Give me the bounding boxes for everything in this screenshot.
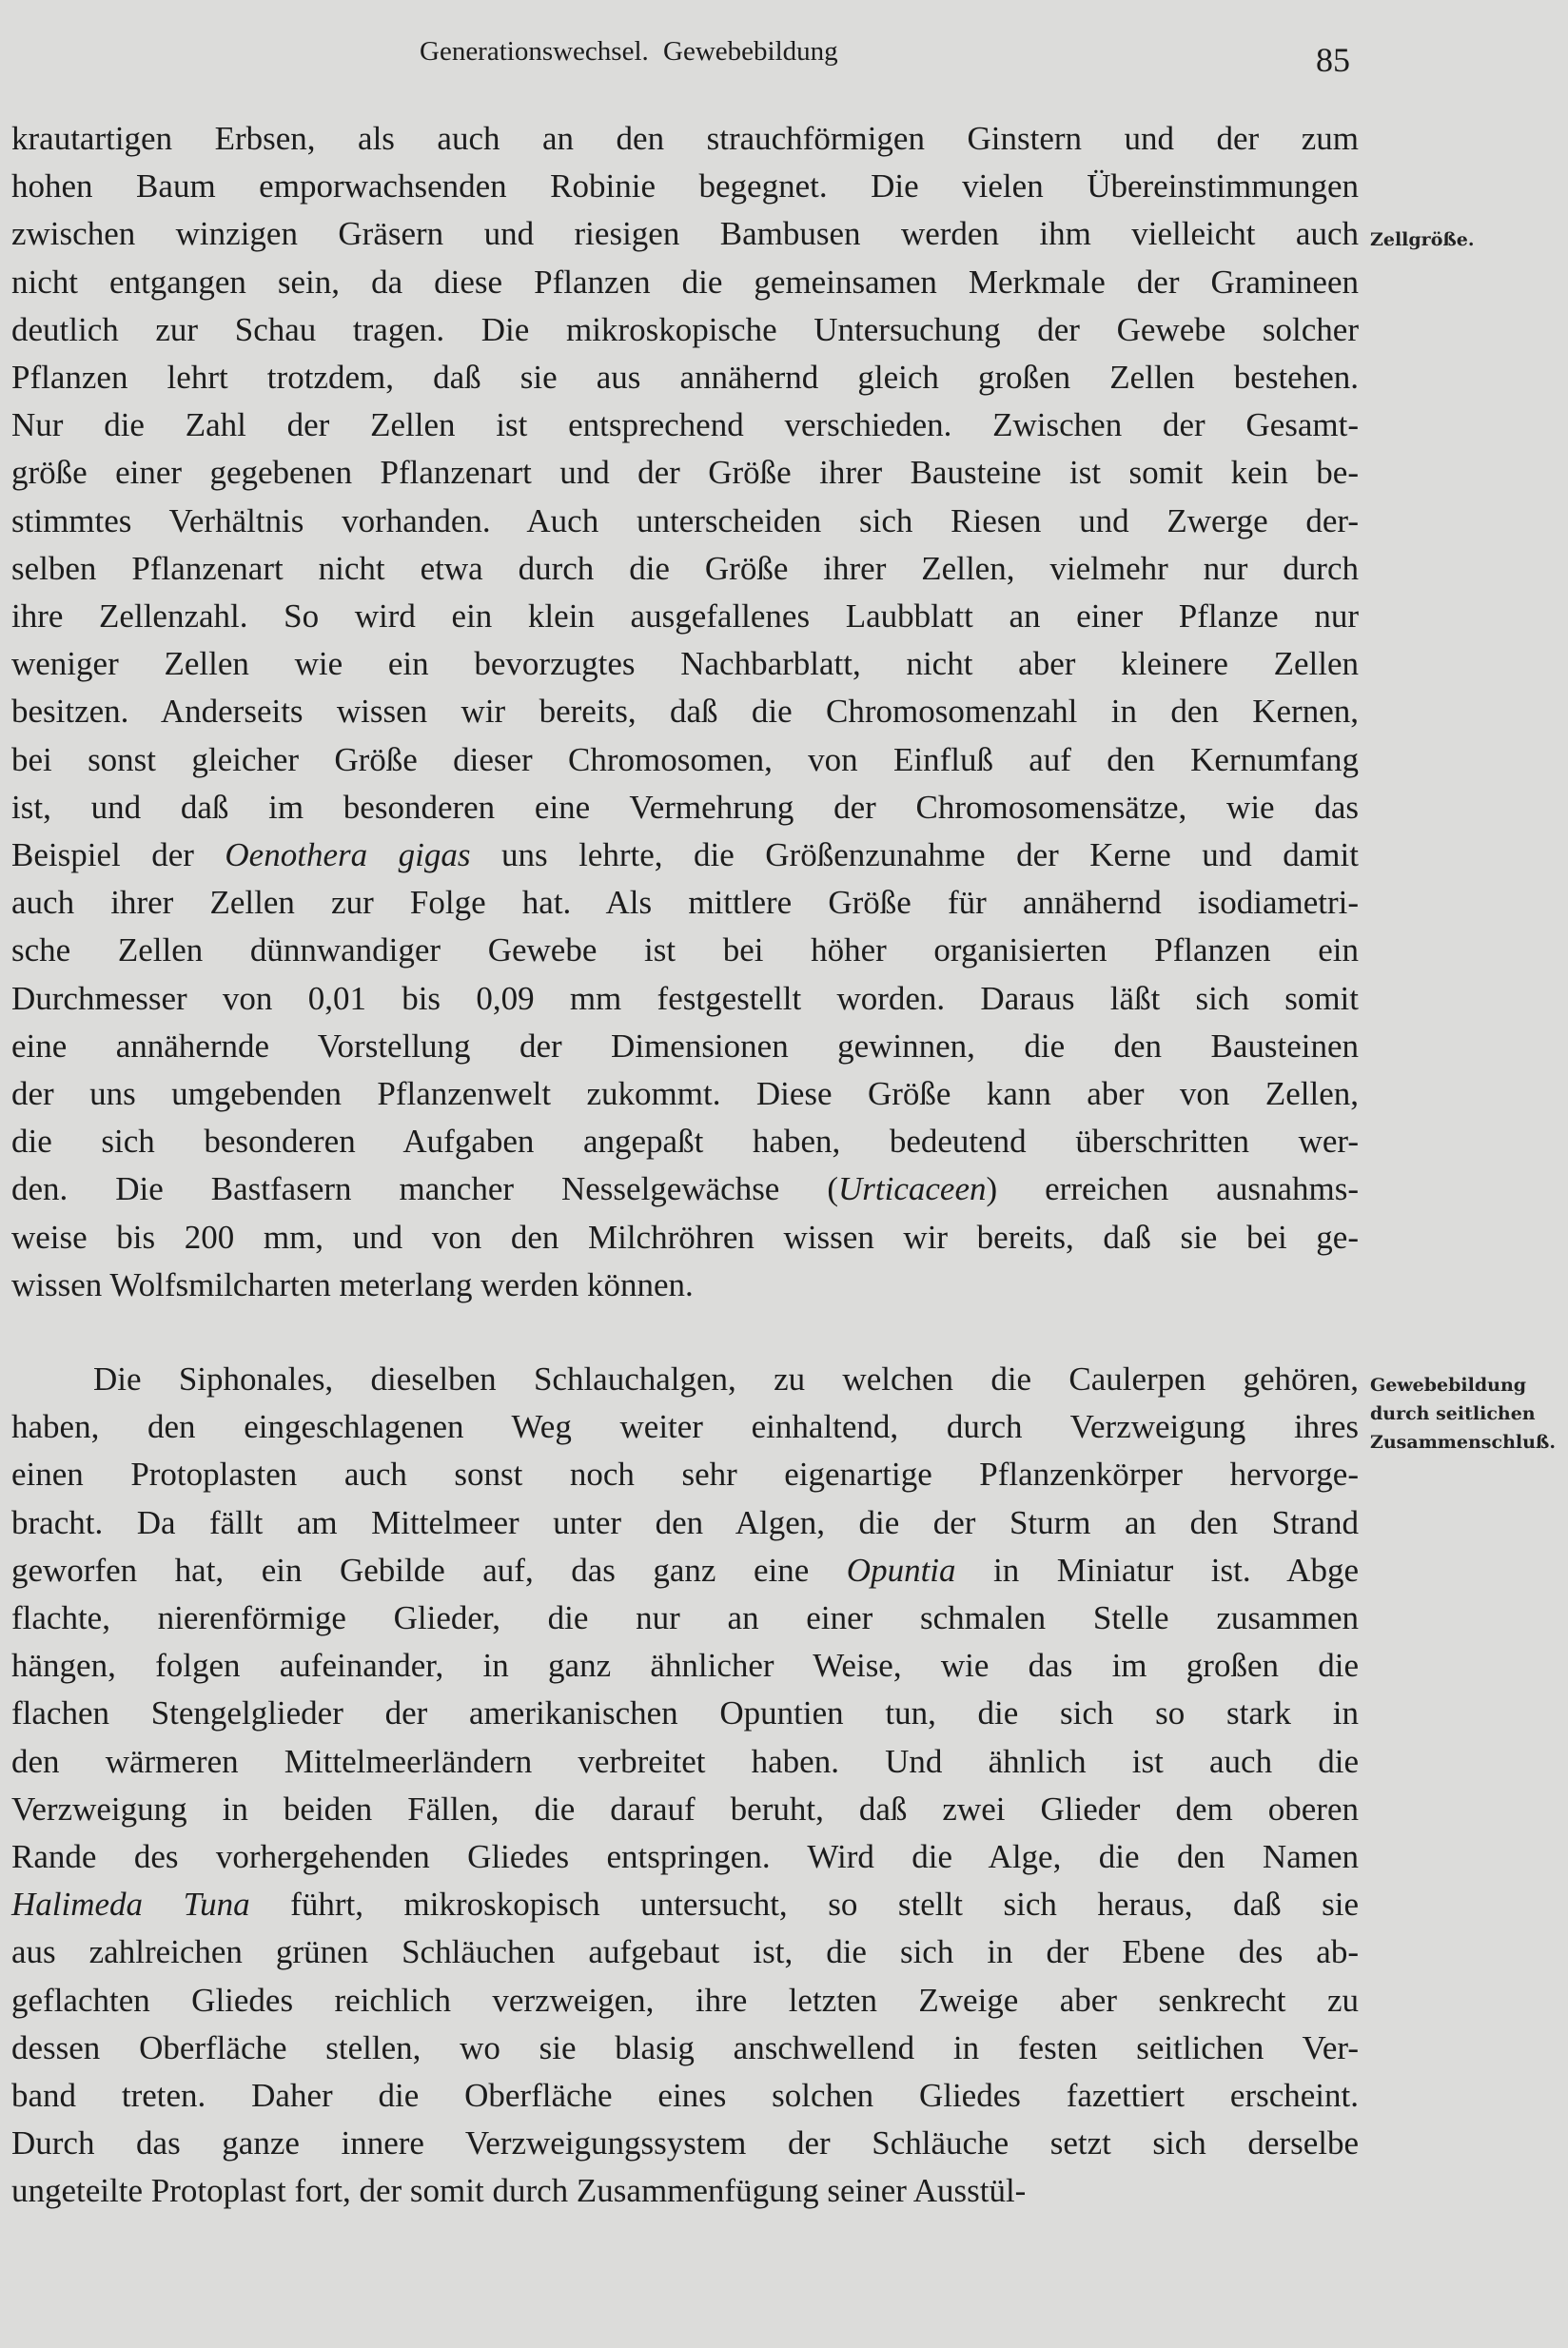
text-segment: der uns umgebenden Pflanzenwelt zukommt. Diese Größe kann aber von Zellen, (11, 1075, 1359, 1112)
text-segment: geflachten Gliedes reichlich verzweigen, ihre letzten Zweige aber senkrecht zu (11, 1981, 1359, 2019)
text-line (11, 2120, 1359, 2167)
italic-term: Halimeda Tuna (11, 1886, 250, 1924)
text-line (11, 1690, 1359, 1737)
text-line (11, 354, 1359, 401)
text-line (11, 210, 1359, 258)
text-line (11, 879, 1359, 927)
text-line (11, 784, 1359, 832)
text-line (11, 1547, 1359, 1595)
text-line (11, 1262, 1359, 1309)
text-segment: flachte, nierenförmige Glieder, die nur an einer schmalen Stelle zusammen (11, 1599, 1359, 1636)
text-segment: aus zahlreichen grünen Schläuchen aufgebaut ist, die sich in der Ebene des ab- (11, 1933, 1359, 1971)
text-line (11, 1833, 1359, 1881)
text-segment: ist, und daß im besonderen eine Vermehrung der Chromosomensätze, wie das (11, 788, 1359, 826)
text-segment: Pflanzen lehrt trotzdem, daß sie aus annähernd gleich großen Zellen bestehen. (11, 359, 1359, 396)
text-segment: bracht. Da fällt am Mittelmeer unter den Algen, die der Sturm an den Strand (11, 1503, 1359, 1541)
text-segment: geworfen hat, ein Gebilde auf, das ganz eine (11, 1551, 847, 1589)
text-segment: hohen Baum emporwachsenden Robinie begegnet. Die vielen Übereinstimmungen (11, 167, 1359, 205)
text-line (11, 593, 1359, 640)
text-segment: sche Zellen dünnwandiger Gewebe ist bei höher organisierten Pflanzen ein (11, 931, 1359, 969)
text-line (11, 736, 1359, 784)
text-segment: Durchmesser von 0,01 bis 0,09 mm festgestellt worden. Daraus läßt sich somit (11, 979, 1359, 1017)
text-segment: wissen Wolfsmilcharten meterlang werden können. (11, 1265, 694, 1303)
text-line (11, 1738, 1359, 1786)
text-segment: selben Pflanzenart nicht etwa durch die Größe ihrer Zellen, vielmehr nur durch (11, 549, 1359, 587)
text-line (11, 927, 1359, 974)
margin-note (1370, 225, 1475, 254)
text-segment: Beispiel der (11, 836, 225, 873)
running-title: Generationswechsel. Gewebebildung (420, 36, 838, 67)
text-segment: Durch das ganze innere Verzweigungssystem der Schläuche setzt sich derselbe (11, 2124, 1359, 2162)
text-segment: Die Siphonales, dieselben Schlauchalgen, zu welchen die Caulerpen gehören, (93, 1360, 1359, 1398)
margin-note-line: durch seitlichen (1370, 1403, 1536, 1424)
text-line (11, 975, 1359, 1023)
italic-term: Oenothera gigas (225, 836, 471, 873)
text-line (11, 545, 1359, 593)
text-line (11, 401, 1359, 449)
text-line (11, 1118, 1359, 1165)
margin-note (1370, 1371, 1556, 1457)
text-line (11, 1451, 1359, 1498)
text-line (11, 259, 1359, 306)
text-line (11, 1070, 1359, 1118)
margin-note-line: Gewebebildung (1370, 1375, 1527, 1396)
margin-note-line: Zusammenschluß. (1370, 1432, 1556, 1453)
text-segment: ungeteilte Protoplast fort, der somit durch Zusammenfügung seiner Ausstül- (11, 2172, 1027, 2210)
text-line (11, 115, 1359, 163)
text-line (11, 1977, 1359, 2025)
text-segment: Rande des vorhergehenden Gliedes entspringen. Wird die Alge, die den Namen (11, 1838, 1359, 1875)
text-segment: eine annähernde Vorstellung der Dimensionen gewinnen, die den Bausteinen (11, 1027, 1359, 1065)
text-segment: in Miniatur ist. Abge (955, 1551, 1359, 1589)
text-line (93, 1356, 1359, 1403)
text-segment: bei sonst gleicher Größe dieser Chromosomen, von Einfluß auf den Kernumfang (11, 740, 1359, 778)
italic-term: Urticaceen (838, 1170, 987, 1208)
text-line (11, 1642, 1359, 1690)
text-segment: weniger Zellen wie ein bevorzugtes Nachbarblatt, nicht aber kleinere Zellen (11, 645, 1359, 683)
text-line (11, 1595, 1359, 1642)
text-segment: krautartigen Erbsen, als auch an den strauchförmigen Ginstern und der zum (11, 120, 1359, 157)
text-line (11, 1165, 1359, 1213)
text-line (11, 2167, 1359, 2215)
text-segment: zwischen winzigen Gräsern und riesigen Bambusen werden ihm vielleicht auch (11, 215, 1359, 253)
text-line (11, 498, 1359, 545)
text-segment: stimmtes Verhältnis vorhanden. Auch unterscheiden sich Riesen und Zwerge der- (11, 501, 1359, 539)
text-line (11, 1214, 1359, 1262)
text-line (11, 1786, 1359, 1833)
text-segment: deutlich zur Schau tragen. Die mikroskopische Untersuchung der Gewebe solcher (11, 310, 1359, 348)
text-segment: weise bis 200 mm, und von den Milchröhren wissen wir bereits, daß sie bei ge- (11, 1218, 1359, 1256)
page-number: 85 (1316, 41, 1350, 79)
text-segment: haben, den eingeschlagenen Weg weiter einhaltend, durch Verzweigung ihres (11, 1408, 1359, 1446)
text-line (11, 2072, 1359, 2120)
text-segment: auch ihrer Zellen zur Folge hat. Als mittlere Größe für annähernd isodiametri- (11, 884, 1359, 922)
margin-note-line: Zellgröße. (1370, 229, 1475, 250)
text-line (11, 163, 1359, 210)
text-segment: hängen, folgen aufeinander, in ganz ähnlicher Weise, wie das im großen die (11, 1647, 1359, 1685)
text-line (11, 2025, 1359, 2072)
text-line (11, 640, 1359, 688)
text-line (11, 1881, 1359, 1928)
text-segment: ihre Zellenzahl. So wird ein klein ausgefallenes Laubblatt an einer Pflanze nur (11, 597, 1359, 635)
text-segment: band treten. Daher die Oberfläche eines solchen Gliedes fazettiert erscheint. (11, 2077, 1359, 2114)
text-segment: Verzweigung in beiden Fällen, die darauf beruht, daß zwei Glieder dem oberen (11, 1790, 1359, 1828)
text-line (11, 832, 1359, 879)
text-segment: dessen Oberfläche stellen, wo sie blasig anschwellend in festen seitlichen Ver- (11, 2028, 1359, 2066)
text-line (11, 306, 1359, 354)
text-segment: den. Die Bastfasern mancher Nesselgewächse ( (11, 1170, 838, 1208)
text-segment: flachen Stengelglieder der amerikanischen Opuntien tun, die sich so stark in (11, 1694, 1359, 1732)
text-line (11, 1023, 1359, 1070)
text-segment: einen Protoplasten auch sonst noch sehr eigenartige Pflanzenkörper hervorge- (11, 1456, 1359, 1494)
text-line (11, 1928, 1359, 1976)
text-segment: besitzen. Anderseits wissen wir bereits, daß die Chromosomenzahl in den Kernen, (11, 693, 1359, 731)
text-segment: ) erreichen ausnahms- (986, 1170, 1359, 1208)
text-line (11, 1403, 1359, 1451)
italic-term: Opuntia (846, 1551, 956, 1589)
text-segment: die sich besonderen Aufgaben angepaßt haben, bedeutend überschritten wer- (11, 1123, 1359, 1161)
text-segment: Nur die Zahl der Zellen ist entsprechend verschieden. Zwischen der Gesamt- (11, 406, 1359, 444)
text-line (11, 688, 1359, 735)
text-segment: uns lehrte, die Größenzunahme der Kerne und damit (470, 836, 1359, 873)
text-segment: den wärmeren Mittelmeerländern verbreitet haben. Und ähnlich ist auch die (11, 1742, 1359, 1780)
text-segment: nicht entgangen sein, da diese Pflanzen die gemeinsamen Merkmale der Gramineen (11, 263, 1359, 301)
text-line (11, 1499, 1359, 1547)
text-segment: größe einer gegebenen Pflanzenart und der Größe ihrer Bausteine ist somit kein be- (11, 454, 1359, 492)
text-segment: führt, mikroskopisch untersucht, so stellt sich heraus, daß sie (249, 1886, 1359, 1924)
text-line (11, 449, 1359, 497)
